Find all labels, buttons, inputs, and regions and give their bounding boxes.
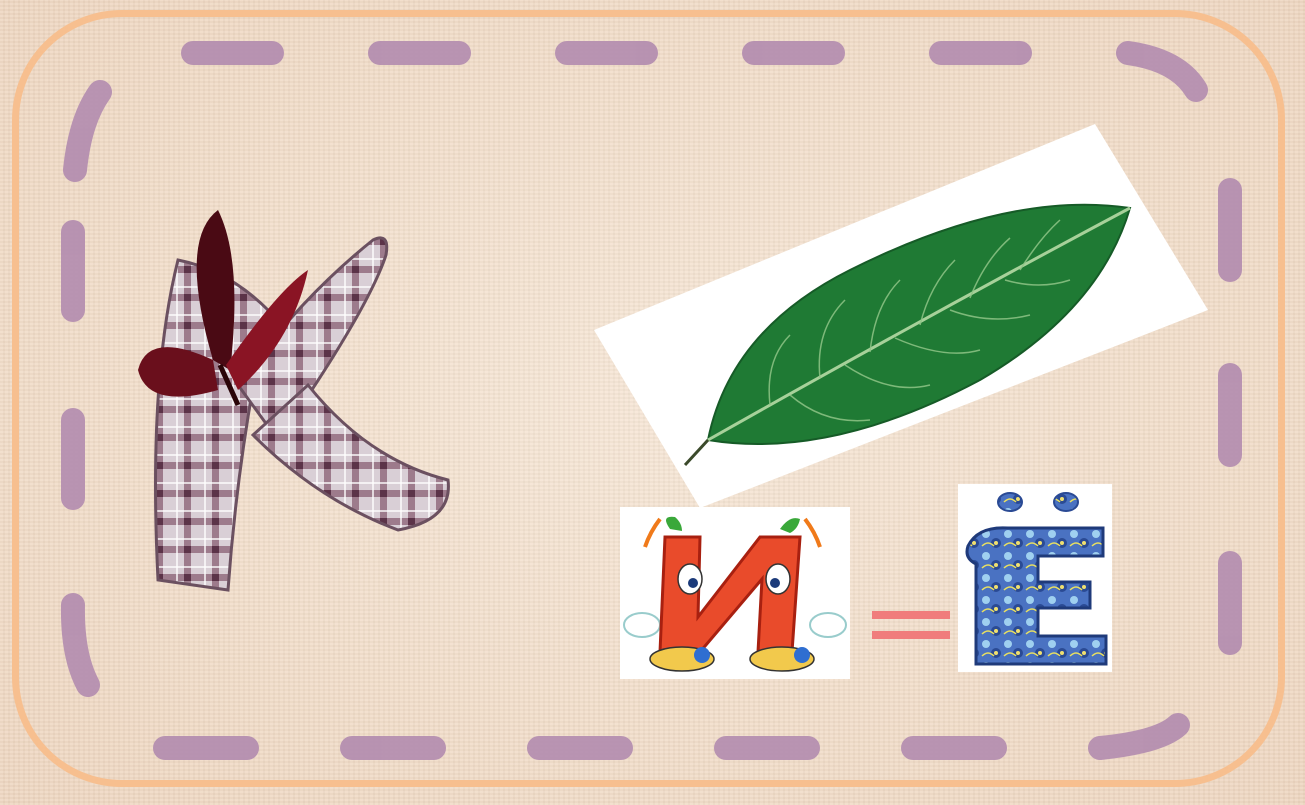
leaf-icon xyxy=(590,120,1230,510)
equals-icon xyxy=(872,605,952,645)
letter-i-icon xyxy=(620,507,850,679)
letter-yo-icon xyxy=(958,484,1112,672)
letter-k-icon xyxy=(118,200,458,600)
